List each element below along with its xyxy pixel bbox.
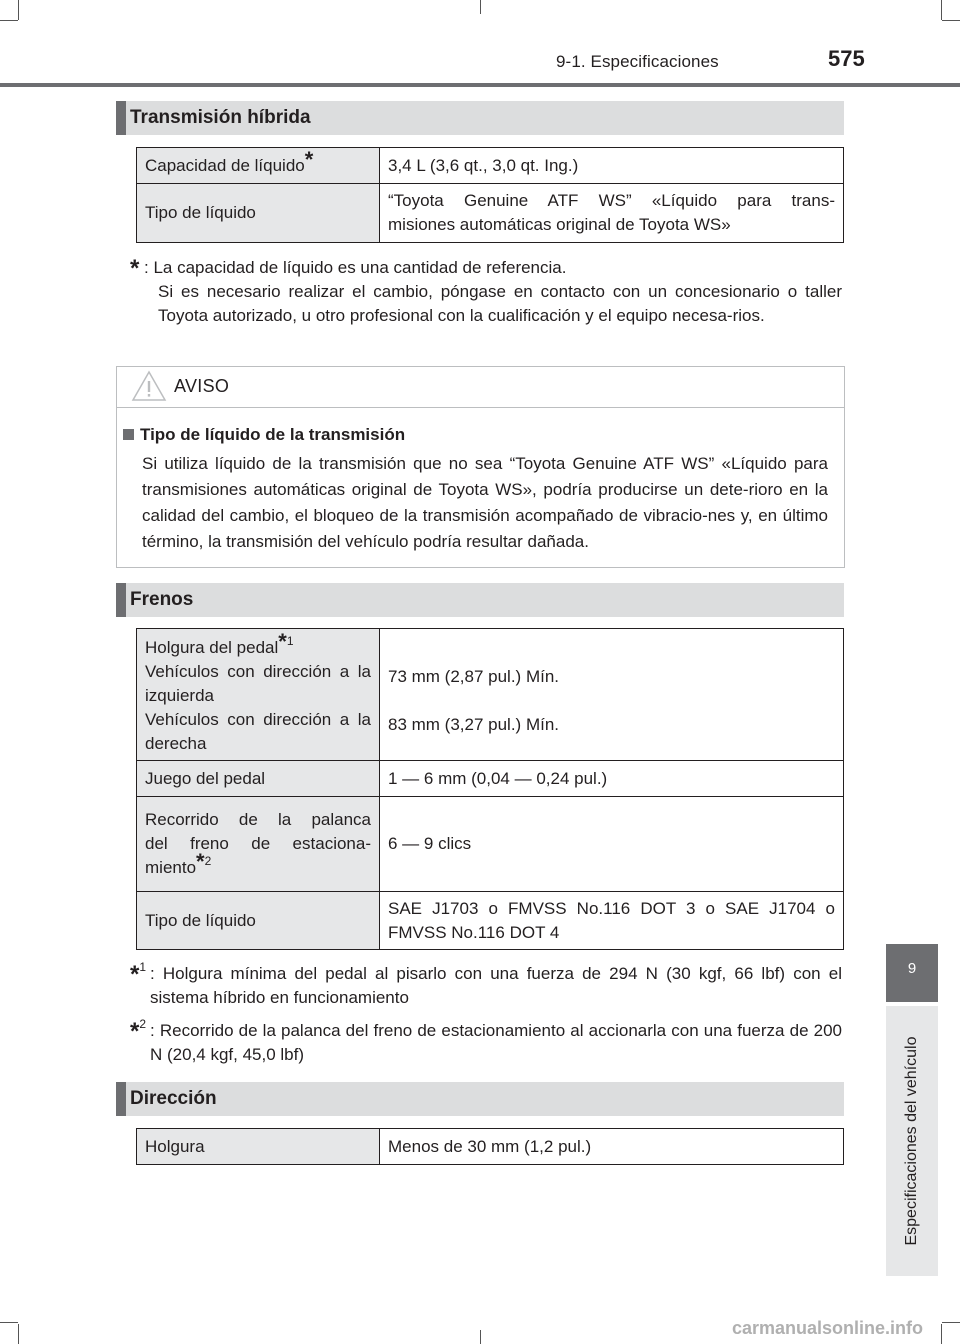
- brakes-footnote-2: *$^2$ : Recorrido de la palanca del freno de estacionamiento al accionarla con una fuerza de 200 N (20,4 kgf, 45,0 lbf): [130, 1017, 842, 1064]
- table-row: Juego del pedal 1 — 6 mm (0,04 — 0,24 pul.): [137, 761, 844, 797]
- table-row: Recorrido de la palanca del freno de estaciona- miento$^{*2}$ 6 — 9 clics: [137, 797, 844, 892]
- section-heading-brakes: [116, 583, 844, 617]
- crop-mark: [0, 20, 18, 21]
- table-row: Holgura del pedal$^{*1}$ Vehículos con dirección a la izquierda Vehículos con dirección a la derecha 73 mm (2,87 pul.) Mín. 83 mm (3,27 pul.) Mín.: [137, 629, 844, 761]
- rhd-pedal-clearance: 83 mm (3,27 pul.) Mín.: [388, 714, 560, 734]
- section-heading-text: Transmisión híbrida: [130, 107, 311, 128]
- transmission-footnote: * : La capacidad de líquido es una cantidad de referencia. Si es necesario realizar el cambio, póngase en contacto con un concesionario o taller Toyota autorizado, u otro profesional con la cualificación y el equipo necesa-rios.: [130, 255, 842, 325]
- steering-play-value: Menos de 30 mm (1,2 pul.): [380, 1129, 844, 1165]
- crop-mark: [18, 1324, 19, 1344]
- running-header-section: 9-1. Especificaciones: [556, 52, 719, 71]
- transmission-table: [136, 147, 844, 243]
- table-row: Holgura Menos de 30 mm (1,2 pul.): [137, 1129, 844, 1165]
- crop-mark: [480, 1330, 481, 1344]
- bullet-square-icon: [123, 429, 134, 440]
- crop-mark: [480, 0, 481, 14]
- section-heading-transmission: [116, 101, 844, 135]
- chapter-tab-number: 9: [886, 944, 938, 1002]
- crop-mark: [941, 1324, 942, 1344]
- table-row: Tipo de líquido SAE J1703 o FMVSS No.116 DOT 3 o SAE J1704 o FMVSS No.116 DOT 4: [137, 892, 844, 950]
- section-heading-text: Frenos: [130, 589, 194, 610]
- parking-brake-value: 6 — 9 clics: [380, 797, 844, 892]
- watermark: carmanualsonline.info: [732, 1318, 924, 1338]
- crop-mark: [941, 0, 942, 20]
- steering-table: [136, 1128, 844, 1165]
- page-number: 575: [828, 46, 865, 71]
- crop-mark: [942, 1322, 960, 1323]
- section-heading-steering: [116, 1082, 844, 1116]
- crop-mark: [0, 1322, 18, 1323]
- warning-box: [116, 366, 845, 568]
- chapter-tab-title: Especificaciones del vehículo: [903, 1036, 920, 1246]
- warning-title: AVISO: [174, 376, 230, 396]
- warning-triangle-icon: [131, 369, 167, 403]
- section-heading-text: Dirección: [130, 1088, 217, 1109]
- lhd-pedal-clearance: 73 mm (2,87 pul.) Mín.: [388, 666, 560, 686]
- header-rule: [0, 83, 960, 87]
- brakes-footnote-1: *$^1$ : Holgura mínima del pedal al pisarlo con una fuerza de 294 N (30 kgf, 66 lbf) con el sistema híbrido en funcionamiento: [130, 960, 842, 1007]
- fluid-capacity-value: 3,4 L (3,6 qt., 3,0 qt. Ing.): [380, 148, 844, 184]
- table-row: Tipo de líquido “Toyota Genuine ATF WS” «Líquido para trans- misiones automáticas original de Toyota WS»: [137, 184, 844, 243]
- table-row: Capacidad de líquido* 3,4 L (3,6 qt., 3,0 qt. Ing.): [137, 148, 844, 184]
- crop-mark: [942, 20, 960, 21]
- pedal-play-value: 1 — 6 mm (0,04 — 0,24 pul.): [380, 761, 844, 797]
- brakes-table: [136, 628, 844, 950]
- crop-mark: [18, 0, 19, 20]
- warning-item-title: Tipo de líquido de la transmisión: [140, 425, 406, 444]
- warning-text: Si utiliza líquido de la transmisión que no sea “Toyota Genuine ATF WS” «Líquido para transmisiones automáticas original de Toyota WS», podría producirse un dete-rioro en la calidad del cambio, el bloqueo de la transmisión acompañado de vibracio-nes y, en último término, la transmisión del vehículo podría resultar dañada.: [142, 454, 828, 551]
